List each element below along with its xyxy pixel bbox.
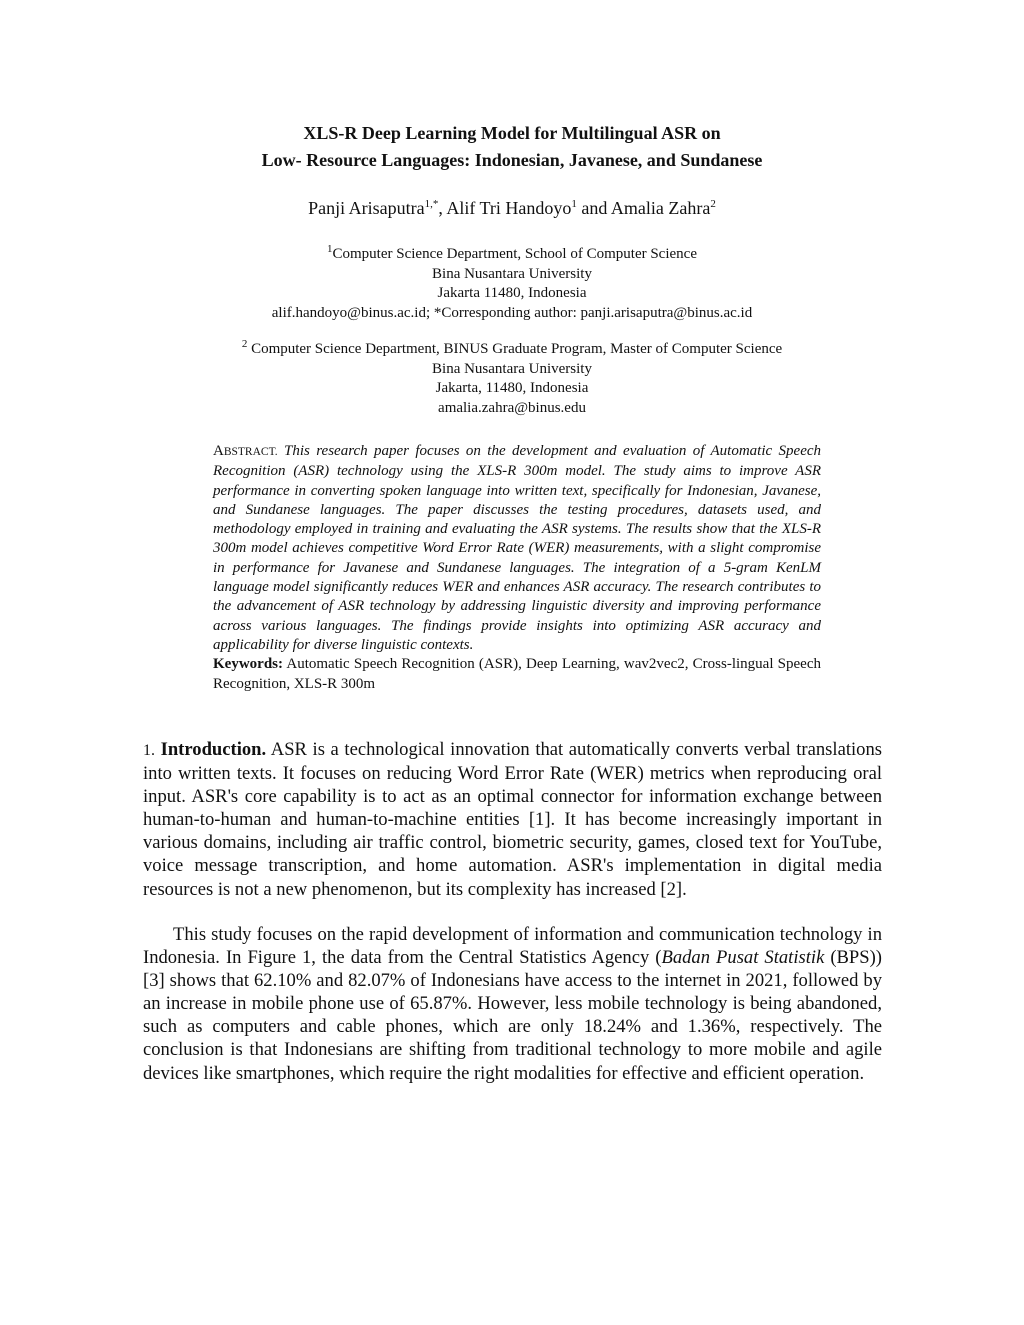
- author-list: [0, 196, 1024, 220]
- affiliation-1: [0, 245, 1024, 323]
- affiliation-department: [0, 245, 1024, 265]
- author-affiliation-marker: 2: [710, 198, 716, 210]
- author-separator: ,: [438, 198, 447, 218]
- author-affiliation-marker: 1: [571, 198, 577, 210]
- affiliation-address: Jakarta 11480, Indonesia: [437, 285, 587, 301]
- abstract-label-smallcaps: BSTRACT.: [223, 446, 278, 458]
- author-name: Panji Arisaputra: [308, 198, 425, 218]
- intro-paragraph-1: [143, 738, 882, 901]
- author-affiliation-marker: 1,*: [424, 198, 439, 210]
- author-name: Alif Tri Handoyo: [446, 198, 572, 218]
- abstract-label: [213, 443, 278, 459]
- affiliation-university: Bina Nusantara University: [432, 265, 592, 282]
- author-separator: and: [576, 198, 611, 218]
- affiliation-email: amalia.zahra@binus.edu: [438, 399, 586, 416]
- keywords-list: Automatic Speech Recognition (ASR), Deep Learning, wav2vec2, Cross-lingual Speech Recognition, XLS-R 300m: [213, 656, 821, 692]
- paper-title-line-2: Low- Resource Languages: Indonesian, Javanese, and Sundanese: [261, 150, 763, 170]
- author-name: Amalia Zahra: [610, 198, 711, 218]
- intro-text-2a: This study focuses on the rapid development of information and communication technology in Indonesia. In Figure 1, the data from the Central Statistics Agency (: [143, 924, 882, 969]
- affiliation-university: Bina Nusantara University: [432, 360, 592, 377]
- affiliation-address: Jakarta, 11480, Indonesia: [435, 380, 589, 396]
- keywords: [213, 655, 821, 694]
- abstract-text: This research paper focuses on the development and evaluation of Automatic Speech Recognition (ASR) technology using the XLS-R 300m model. The study aims to improve ASR performance in converting spoken language into written text, specifically for Indonesian, Javanese, and Sundanese languages. The paper discusses the testing procedures, datasets used, and methodology employed in training and evaluating the ASR systems. The results show that the XLS-R 300m model achieves competitive Word Error Rate (WER) measurements, with a slight compromise in performance for Javanese and Sundanese languages. The integration of a 5-gram KenLM language model significantly reduces WER and enhances ASR accuracy. The research contributes to the advancement of ASR technology by addressing linguistic diversity and improving performance across various languages. The findings provide insights into optimizing ASR accuracy and applicability for diverse linguistic contexts.: [213, 443, 822, 653]
- affiliation-department: [0, 340, 1024, 360]
- affiliation-2: [0, 340, 1024, 418]
- abstract-paragraph: [213, 442, 821, 655]
- affiliation-department-text: Computer Science Department, School of Computer Science: [332, 246, 697, 262]
- affiliation-marker: 1: [327, 243, 333, 255]
- intro-text-2b: (BPS)) [3] shows that 62.10% and 82.07% of Indonesians have access to the internet in 2021, followed by an increase in mobile phone use of 65.87%. However, less mobile technology is being abandoned, such as computers and cable phones, which are only 18.24% and 1.36%, respectively. The conclusion is that Indonesians are shifting from traditional technology to more mobile and agile devices like smartphones, which require the right modalities for effective and efficient operation.: [143, 947, 883, 1084]
- intro-paragraph-2: [143, 923, 882, 1085]
- affiliation-emails: alif.handoyo@binus.ac.id; *Corresponding author: panji.arisaputra@binus.ac.id: [271, 304, 753, 321]
- section-number: 1.: [143, 742, 155, 759]
- agency-name-italic: Badan Pusat Statistik: [661, 947, 825, 969]
- affiliation-marker: 2: [241, 338, 248, 350]
- paper-title: [0, 120, 1024, 174]
- paper-title-line-1: XLS-R Deep Learning Model for Multilingual ASR on: [303, 123, 721, 143]
- intro-text-1: ASR is a technological innovation that automatically converts verbal translations into written texts. It focuses on reducing Word Error Rate (WER) metrics when reproducing oral input. ASR's core capability is to act as an optimal connector for information exchange between human-to-human and human-to-machine entities [1]. It has become increasingly important in various domains, including air traffic control, biometric security, games, closed text for YouTube, voice message transcription, and home automation. ASR's implementation in digital media resources is not a new phenomenon, but its complexity has increased [2].: [143, 739, 882, 900]
- affiliation-department-text: Computer Science Department, BINUS Graduate Program, Master of Computer Science: [247, 341, 783, 357]
- keywords-label: Keywords:: [213, 656, 283, 673]
- section-title: Introduction.: [160, 739, 267, 760]
- abstract-block: [213, 442, 821, 694]
- abstract-label-initial: A: [213, 443, 224, 459]
